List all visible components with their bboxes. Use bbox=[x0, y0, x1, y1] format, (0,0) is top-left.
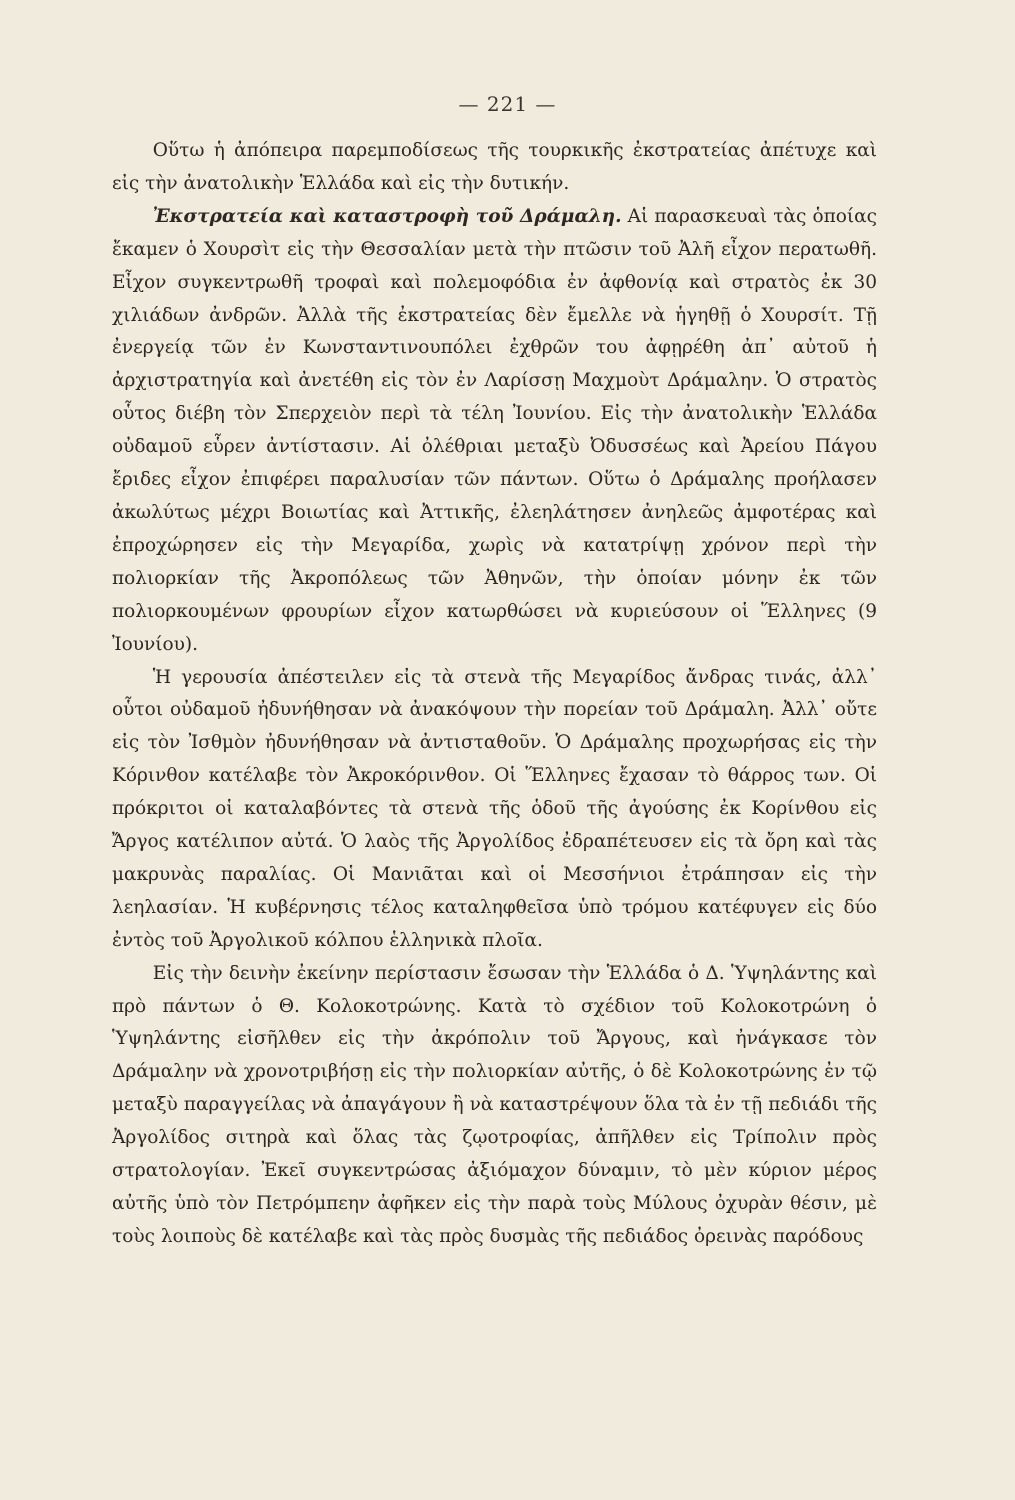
section-heading: Ἐκστρατεία καὶ καταστροφὴ τοῦ Δράμαλη. bbox=[152, 205, 622, 227]
body-text bbox=[112, 135, 877, 1254]
paragraph-4 bbox=[112, 958, 877, 1254]
paragraph-2 bbox=[112, 201, 877, 662]
paragraph-2-text: Αἱ παρασκευαὶ τὰς ὁποίας ἔκαμεν ὁ Χουρσὶτ εἰς τὴν Θεσσαλίαν μετὰ τὴν πτῶσιν τοῦ Ἀλῆ εἶχον περατωθῆ. Εἶχον συγκεντρωθῆ τροφαὶ καὶ πολεμοφόδια ἐν ἀφθονίᾳ καὶ στρατὸς ἐκ 30 χιλιάδων ἀνδρῶν. Ἀλλὰ τῆς ἐκστρατείας δὲν ἔμελλε νὰ ἡγηθῇ ὁ Χουρσίτ. Τῇ ἐνεργείᾳ τῶν ἐν Κωνσταντινουπόλει ἐχθρῶν του ἀφῃρέθη ἀπ᾽ αὐτοῦ ἡ ἀρχιστρατηγία καὶ ἀνετέθη εἰς τὸν ἐν Λαρίσσῃ Μαχμοὺτ Δράμαλην. Ὁ στρατὸς οὗτος διέβη τὸν Σπερχειὸν περὶ τὰ τέλη Ἰουνίου. Εἰς τὴν ἀνατολικὴν Ἑλλάδα οὐδαμοῦ εὗρεν ἀντίστασιν. Αἱ ὀλέθριαι μεταξὺ Ὀδυσσέως καὶ Ἀρείου Πάγου ἔριδες εἶχον ἐπιφέρει παραλυσίαν τῶν πάντων. Οὕτω ὁ Δράμαλης προήλασεν ἀκωλύτως μέχρι Βοιωτίας καὶ Ἀττικῆς, ἐλεηλάτησεν ἀνηλεῶς ἀμφοτέρας καὶ ἐπροχώρησεν εἰς τὴν Μεγαρίδα, χωρὶς νὰ κατατρίψῃ χρόνον περὶ τὴν πολιορκίαν τῆς Ἀκροπόλεως τῶν Ἀθηνῶν, τὴν ὁποίαν μόνην ἐκ τῶν πολιορκουμένων φρουρίων εἶχον κατωρθώσει νὰ κυριεύσουν οἱ Ἕλληνες (9 Ἰουνίου). bbox=[112, 205, 877, 655]
paragraph-1 bbox=[112, 135, 877, 201]
paragraph-1-text: Οὕτω ἡ ἀπόπειρα παρεμποδίσεως τῆς τουρκικῆς ἐκστρατείας ἀπέτυχε καὶ εἰς τὴν ἀνατολικὴν Ἑλλάδα καὶ εἰς τὴν δυτικήν. bbox=[112, 140, 877, 194]
paragraph-3 bbox=[112, 662, 877, 958]
paragraph-3-text: Ἡ γερουσία ἀπέστειλεν εἰς τὰ στενὰ τῆς Μεγαρίδος ἄνδρας τινάς, ἀλλ᾽ οὗτοι οὐδαμοῦ ἠδυνήθησαν νὰ ἀνακόψουν τὴν πορείαν τοῦ Δράμαλη. Ἀλλ᾽ οὔτε εἰς τὸν Ἰσθμὸν ἠδυνήθησαν νὰ ἀντισταθοῦν. Ὁ Δράμαλης προχωρήσας εἰς τὴν Κόρινθον κατέλαβε τὸν Ἀκροκόρινθον. Οἱ Ἕλληνες ἔχασαν τὸ θάρρος των. Οἱ πρόκριτοι οἱ καταλαβόντες τὰ στενὰ τῆς ὁδοῦ τῆς ἀγούσης ἐκ Κορίνθου εἰς Ἄργος κατέλιπον αὐτά. Ὁ λαὸς τῆς Ἀργολίδος ἐδραπέτευσεν εἰς τὰ ὄρη καὶ τὰς μακρυνὰς παραλίας. Οἱ Μανιᾶται καὶ οἱ Μεσσήνιοι ἐτράπησαν εἰς τὴν λεηλασίαν. Ἡ κυβέρνησις τέλος καταληφθεῖσα ὑπὸ τρόμου κατέφυγεν εἰς δύο ἐντὸς τοῦ Ἀργολικοῦ κόλπου ἑλληνικὰ πλοῖα. bbox=[112, 666, 877, 951]
paragraph-4-text: Εἰς τὴν δεινὴν ἐκείνην περίστασιν ἔσωσαν τὴν Ἑλλάδα ὁ Δ. Ὑψηλάντης καὶ πρὸ πάντων ὁ Θ. Κολοκοτρώνης. Κατὰ τὸ σχέδιον τοῦ Κολοκοτρώνη ὁ Ὑψηλάντης εἰσῆλθεν εἰς τὴν ἀκρόπολιν τοῦ Ἄργους, καὶ ἠνάγκασε τὸν Δράμαλην νὰ χρονοτριβήσῃ εἰς τὴν πολιορκίαν αὐτῆς, ὁ δὲ Κολοκοτρώνης ἐν τῷ μεταξὺ παραγγείλας νὰ ἀπαγάγουν ἢ νὰ καταστρέψουν ὅλα τὰ ἐν τῇ πεδιάδι τῆς Ἀργολίδος σιτηρὰ καὶ ὅλας τὰς ζῳοτροφίας, ἀπῆλθεν εἰς Τρίπολιν πρὸς στρατολογίαν. Ἐκεῖ συγκεντρώσας ἀξιόμαχον δύναμιν, τὸ μὲν κύριον μέρος αὐτῆς ὑπὸ τὸν Πετρόμπεην ἀφῆκεν εἰς τὴν παρὰ τοὺς Μύλους ὀχυρὰν θέσιν, μὲ τοὺς λοιποὺς δὲ κατέλαβε καὶ τὰς πρὸς δυσμὰς τῆς πεδιάδος ὀρεινὰς παρόδους bbox=[112, 962, 877, 1247]
page-number: — 221 — bbox=[458, 92, 557, 116]
